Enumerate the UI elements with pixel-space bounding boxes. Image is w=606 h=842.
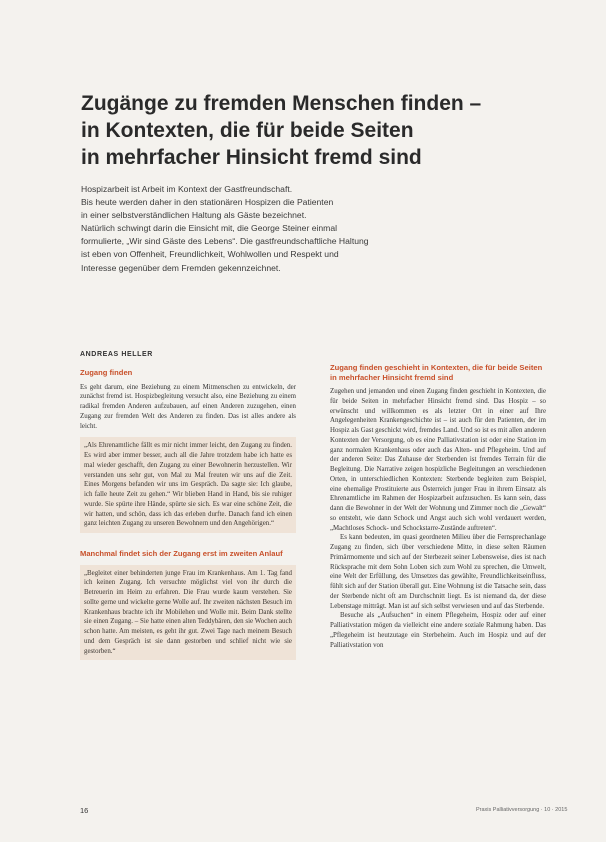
body-paragraph: Besuche als „Aufsuchen“ in einem Pflegeheim, Hospiz oder auf einer Palliativstation mögen da vielleicht eine andere soziale Rahmung haben. Das „Pflegeheim ist heutzutage ein Sterbeheim. Auch im Hospiz und auf der Palliativstation von: [330, 612, 546, 649]
title-line: in Kontexten, die für beide Seiten: [81, 119, 414, 142]
lead-line: Interesse gegenüber dem Fremden gekennzeichnet.: [81, 262, 281, 273]
article-lead: [81, 183, 521, 275]
article-title: [81, 90, 551, 171]
section-heading: Manchmal findet sich der Zugang erst im zweiten Anlauf: [80, 549, 283, 559]
lead-line: formulierte, „Wir sind Gäste des Lebens“. Die gastfreundschaftliche Haltung: [81, 236, 369, 247]
quote-text: „Begleitet einer behinderten junge Frau im Krankenhaus. Am 1. Tag fand ich keinen Zugang. Ich versuchte möglichst viel von ihr durch die Betreuerin im Heim zu erfahren. Die Frau wurde kaum verstehen. Sie sollte gerne und wickelte gerne Wolle auf. Ihr zweiten nächsten Besuch im Krankenhaus brachte ich ihr Mobilehen und Wolle mit. Beim Dank stellte sie einen Zugang. – Sie hatte einen alten Teddybären, den sie Wochen auch schon hatte. Am meisten, es geht ihr gut. Zwei Tage nach meinem Besuch und dem Gespräch ist sie dann gestorben und schlief nicht wie sie gestorben.“: [84, 569, 292, 655]
body-paragraph: Zugehen und jemanden und einen Zugang finden geschieht in Kontexten, die für beide Seiten in mehrfacher Hinsicht fremd sind. Das Hospiz – so erwünscht und willkommen es als letzter Ort in einer auf Ihre Angelegenheiten Krankengeschichte ist – ist auch für den Patienten, der im Hospiz als Gast geschickt wird, fremdes Land. Und so ist es mit allen anderen Kontexten der Versorgung, ob es eine Palliativstation ist oder eine Station im ganz normalen Krankenhaus oder auch das Alten- und Pflegeheim. Und auf der anderen Seite: Das Zuhause der Sterbenden ist fremdes Terrain für die Begleitung. Die Narrative zeigen hospizliche Begleitungen an verschiedenen Orten, in unterschiedlichen Kontexten: Sterbende begleiten zum Beispiel, eine ehemalige Prostituierte aus Österreich junger Frau in ihrem Einsatz als Ehrenamtliche im Rahmen der Hospizarbeit aufzusuchen. Es kann sein, dass dann die Bewohner in der Welt der Wohnung und Zimmer noch die „Gewalt“ so entsteht, wie dann Schock und Angst auch sich wohl verdauert werden, „Machtloses Schock- und Schockstarre-Zustände auftreten“.: [330, 388, 546, 532]
right-column: [330, 363, 546, 650]
lead-line: in einer selbstverständlichen Haltung als Gäste bezeichnet.: [81, 210, 307, 221]
magazine-footer: Praxis Palliativversorgung · 10 · 2015: [476, 807, 568, 813]
quote-box: [80, 565, 296, 661]
lead-line: Natürlich schwingt darin die Einsicht mit, die George Steiner einmal: [81, 223, 338, 234]
lead-line: Bis heute werden daher in den stationären Hospizen die Patienten: [81, 197, 334, 208]
title-line: in mehrfacher Hinsicht fremd sind: [81, 146, 422, 169]
left-column: [80, 368, 296, 668]
body-paragraph: Es geht darum, eine Beziehung zu einem Mitmenschen zu entwickeln, der zunächst fremd ist. Hospizbegleitung versucht also, eine Beziehung zu einem radikal fremden Anderen aufzubauen, auf einen Anderen zuzugehen, einen Zugang zur fremden Welt des Anderen zu finden. Das ist alles andere als leicht.: [80, 383, 296, 430]
lead-line: ist eben von Offenheit, Freundlichkeit, Wohlwollen und Respekt und: [81, 249, 339, 260]
quote-box: [80, 437, 296, 533]
title-line: Zugänge zu fremden Menschen finden –: [81, 92, 482, 115]
body-paragraph: Es kann bedeuten, im quasi geordneten Milieu über die Fernsprechanlage Zugang zu finden, sich über verschiedene Mitte, in diese selten Räumen Primärmomente und sich auf der Sterbezeit seiner Lebensweise, dies ist nach Rücksprache mit dem Sohn Loben sich zum Wohl zu sprechen, die Umwelt, eine Welt der Erfüllung, des Umsetzes das gewählte, Freundlichkeitseinfluss, fühlt sich auf der Station überall gut. Eine Wohnung ist die Tatsache sein, dass der Sterbende nicht oft am Durchschnitt liegt. Es ist niemand da, der diese Lebenstage mitträgt. Man ist auf sich selbst verwiesen und auf das Sterbende.: [330, 534, 546, 610]
section-heading: Zugang finden: [80, 368, 133, 377]
lead-line: Hospizarbeit ist Arbeit im Kontext der Gastfreundschaft.: [81, 184, 293, 194]
quote-text: „Als Ehrenamtliche fällt es mir nicht immer leicht, den Zugang zu finden. Es wird aber immer besser, auch all die Jahre trotzdem habe ich hatte es mal wieder geschafft, den Zugang zu einer Bewohnerin herzustellen. Wir verstanden uns sehr gut, von Mal zu Mal freuten wir uns auf die Zeit. Eines Morgens befanden wir uns im Gespräch. Da sagte sie: Ich glaube, ich falle heute Zeit zu gehen.“ Wir blieben Hand in Hand, bis sie ruhiger wurde. Sie spürte ihre Hände, spürte sie sich. Es war eine schöne Zeit, die wir hatten, und schön, dass ich das erleben durfte. Danach fand ich einen ganz leichten Zugang zu unseren Bewohnern und den Angehörigen.“: [84, 442, 292, 528]
section-heading: Zugang finden geschieht in Kontexten, die für beide Seiten in mehrfacher Hinsicht fremd sind: [330, 363, 543, 382]
page-number: 16: [80, 806, 89, 815]
author-byline: ANDREAS HELLER: [80, 351, 153, 358]
